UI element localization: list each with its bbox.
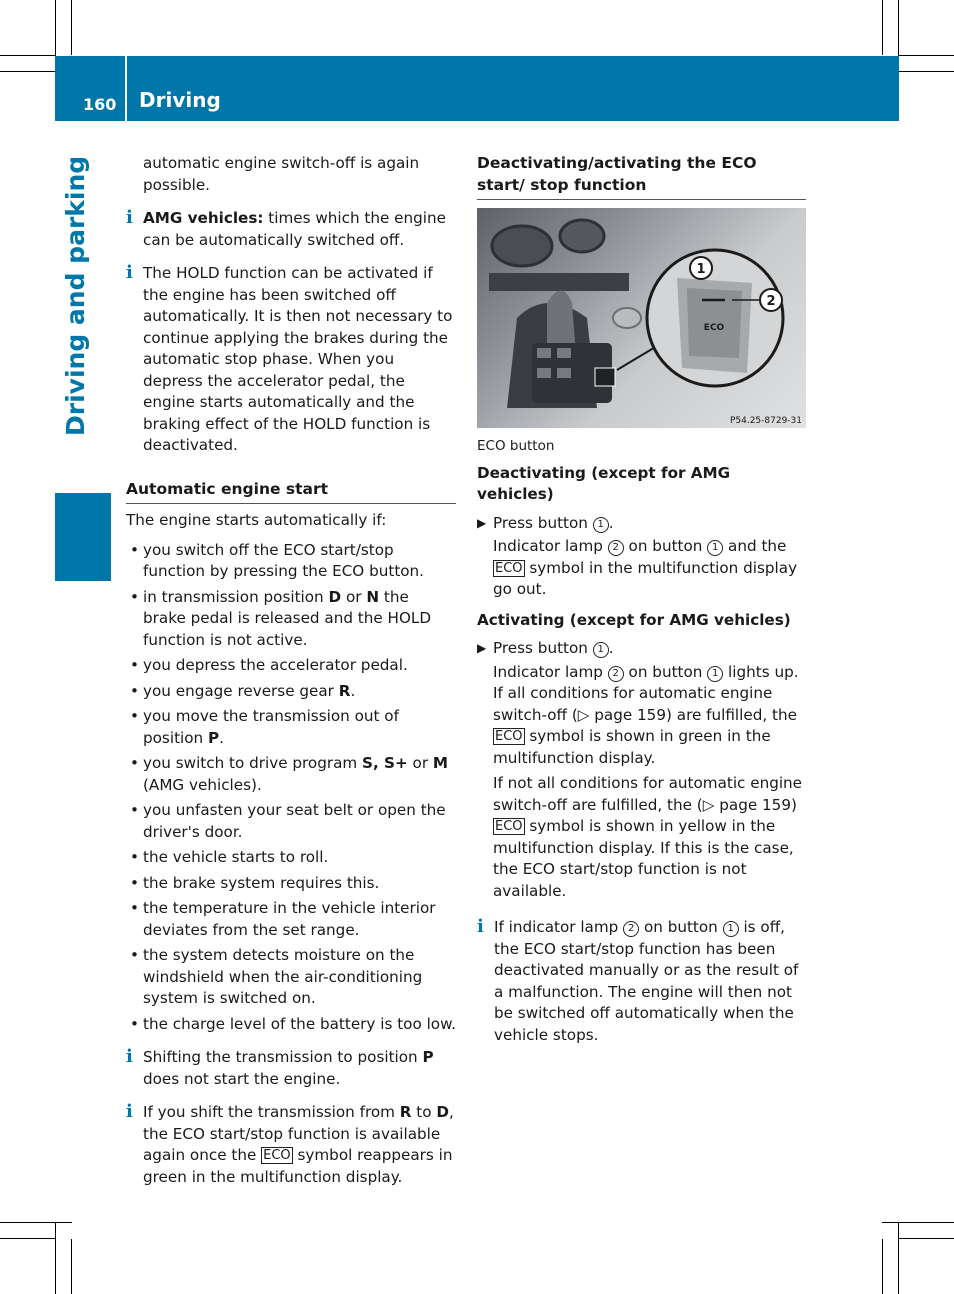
callout-2-icon: 2 (608, 666, 624, 682)
info-note: i If indicator lamp 2 on button 1 is off, the ECO start/stop function has been deactivated manually or as the result of a malfunction. The engine will then not be switched off automatically when the vehicle stops. (477, 916, 799, 1044)
crop-mark (898, 1222, 899, 1294)
callout-1: 1 (696, 262, 706, 277)
list-item: • the system detects moisture on the windshield when the air-conditioning system is switched on. (126, 945, 456, 1010)
callout-1-icon: 1 (593, 642, 609, 658)
callout-1-icon: 1 (707, 540, 723, 556)
callout-2: 2 (766, 294, 776, 309)
eco-symbol: ECO (495, 819, 523, 834)
list-item: • the charge level of the battery is too low. (126, 1014, 456, 1036)
section-heading: Automatic engine start (126, 479, 456, 505)
crop-mark (0, 1222, 72, 1223)
eco-symbol: ECO (263, 1148, 291, 1163)
list-item: • the brake system requires this. (126, 873, 456, 895)
crop-mark (882, 1222, 954, 1223)
list-item: • in transmission position D or N the brake pedal is released and the HOLD function is not active. (126, 587, 456, 652)
step-arrow-icon: ▶ (477, 515, 487, 530)
paragraph: automatic engine switch-off is again possible. (143, 154, 420, 194)
crop-mark (71, 0, 72, 55)
callout-1-icon: 1 (707, 666, 723, 682)
section-heading: Deactivating/activating the ECO start/ stop function (477, 153, 806, 200)
info-note: i If you shift the transmission from R to D, the ECO start/stop function is available again once the ECO symbol reappears in green in the multifunction display. (126, 1101, 454, 1186)
info-icon: i (126, 1046, 133, 1067)
crop-mark (0, 1238, 55, 1239)
note-bold: AMG vehicles: (143, 209, 264, 227)
info-icon: i (126, 207, 133, 228)
list-item: • the vehicle starts to roll. (126, 847, 456, 869)
list-item: • you switch to drive program S, S+ or M (AMG vehicles). (126, 753, 456, 796)
crop-mark (71, 1239, 72, 1294)
list-item: • you switch off the ECO start/stop function by pressing the ECO button. (126, 540, 456, 583)
list-item: • you depress the accelerator pedal. (126, 655, 456, 677)
subheading: Activating (except for AMG vehicles) (477, 610, 791, 629)
page-number: 160 (83, 95, 117, 114)
eco-symbol: ECO (495, 560, 523, 576)
subheading: Deactivating (except for AMG vehicles) (477, 463, 731, 503)
step-result: Indicator lamp 2 on button 1 lights up. If all conditions for automatic engine switch-off (▷ page 159) are fulfilled, the ECO symbol is shown in green in the multifunction display. (493, 662, 799, 767)
crop-mark (882, 1239, 883, 1294)
console-illustration (477, 208, 806, 428)
step-result: Indicator lamp 2 on button 1 and the ECO symbol in the multifunction display go out. (493, 537, 798, 598)
eco-symbol: ECO (495, 729, 523, 744)
instruction-step: ▶ Press button 1 . (477, 638, 806, 660)
lead-text: The engine starts automatically if: (126, 511, 387, 529)
callout-1-icon: 1 (723, 921, 739, 937)
list-item: • you engage reverse gear R. (126, 681, 456, 703)
figure-caption: ECO button (477, 438, 555, 454)
chapter-marker (55, 493, 111, 581)
crop-mark (899, 55, 954, 56)
note-text: times which the engine can be automatically switched off. (143, 209, 446, 249)
crop-mark (55, 1222, 56, 1294)
chapter-side-tab (55, 121, 111, 581)
chapter-label: Driving and parking (61, 155, 90, 436)
callout-2-icon: 2 (623, 921, 639, 937)
callout-1-icon: 1 (593, 517, 609, 533)
list-item: • you unfasten your seat belt or open the driver's door. (126, 800, 456, 843)
right-column (477, 153, 806, 200)
crop-mark (899, 1238, 954, 1239)
eco-button-label: ECO (703, 323, 725, 333)
info-note (126, 207, 456, 251)
info-note (126, 262, 456, 457)
instruction-step: ▶ Press button 1 . (477, 513, 806, 535)
info-icon: i (477, 916, 484, 937)
step-arrow-icon: ▶ (477, 641, 487, 655)
crop-mark (0, 55, 55, 56)
figure-reference-code: P54.25-8729-31 (729, 416, 802, 426)
right-column-body (477, 436, 806, 1046)
info-note: i Shifting the transmission to position P does not start the engine. (126, 1046, 434, 1088)
info-icon: i (126, 1101, 133, 1122)
list-item: • you move the transmission out of position P. (126, 706, 456, 749)
note-text: The HOLD function can be activated if the engine has been switched off automatically. It is then not necessary to continue applying the brakes during the automatic stop phase. When you depress the accelerator pedal, the engine starts automatically and the braking effect of the HOLD function is deactivated. (143, 264, 453, 454)
callout-2-icon: 2 (608, 540, 624, 556)
eco-button-photo (477, 208, 806, 428)
header-divider (125, 56, 127, 121)
crop-mark (882, 0, 883, 55)
left-column (126, 153, 456, 1188)
section-title: Driving (139, 88, 221, 112)
list-item: • the temperature in the vehicle interior deviates from the set range. (126, 898, 456, 941)
info-icon: i (126, 262, 133, 283)
page-header (55, 56, 899, 121)
step-result: If not all conditions for automatic engine switch-off are fulfilled, the (▷ page 159)ECO symbol is shown in yellow in the multifunction display. If this is the case, the ECO start/stop function is not available. (493, 774, 803, 900)
